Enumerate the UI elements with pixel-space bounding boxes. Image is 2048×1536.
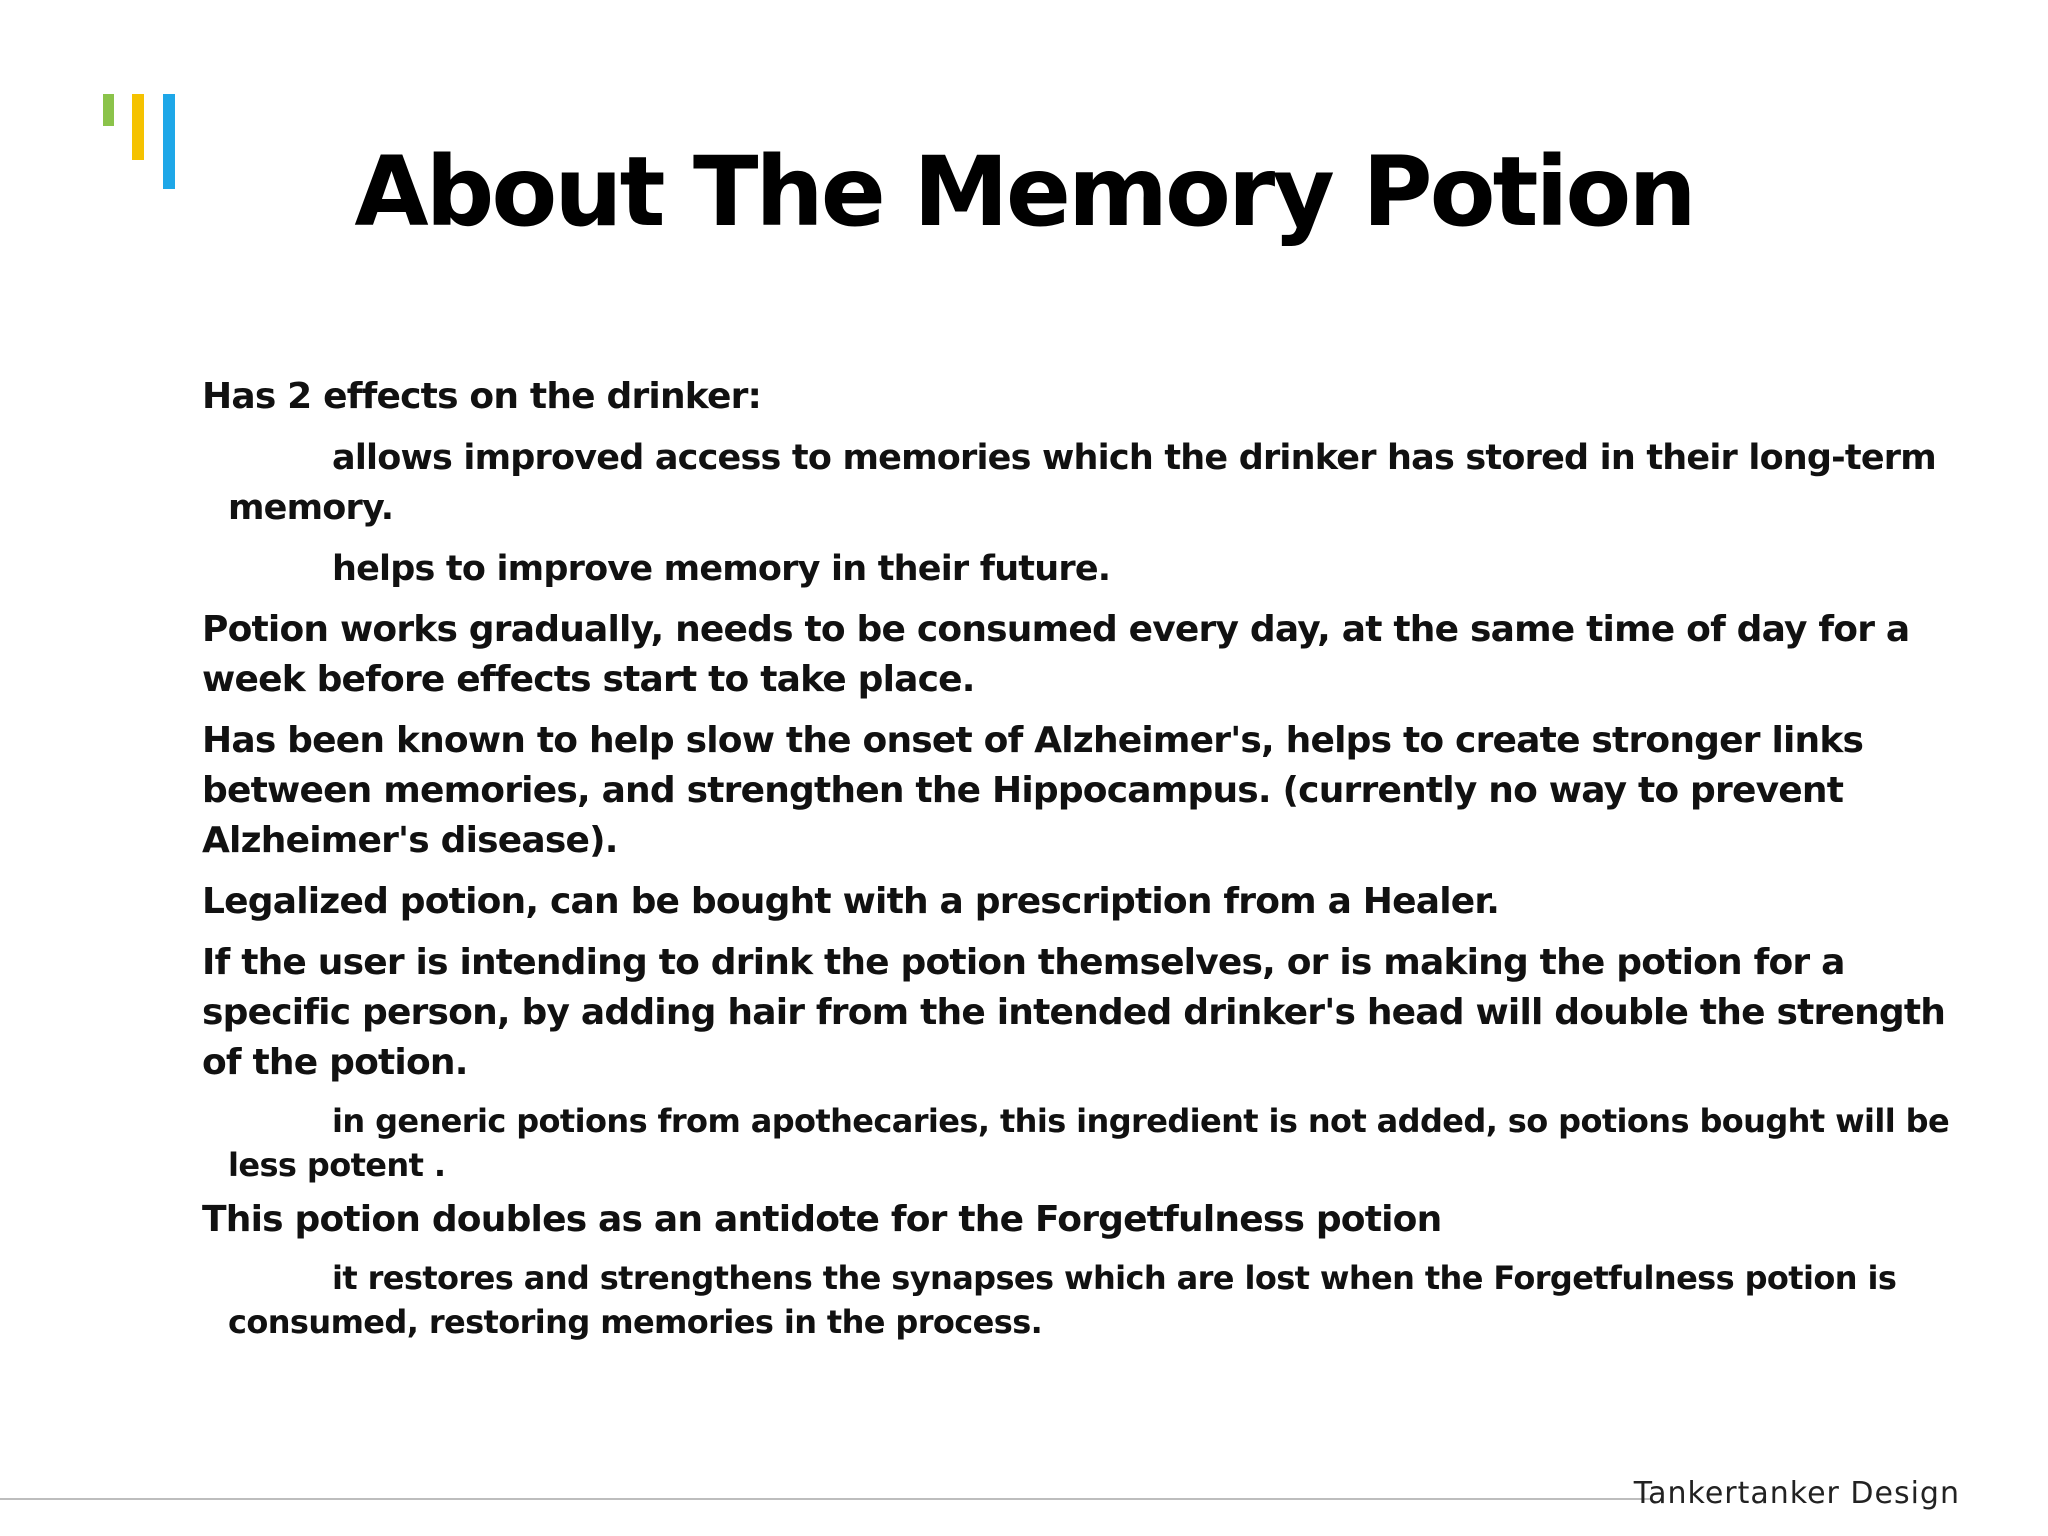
footer-credit: Tankertanker Design	[1633, 1476, 1960, 1511]
paragraph-antidote: This potion doubles as an antidote for the Forgetfulness potion	[202, 1199, 1442, 1240]
paragraph-alzheimers: Has been known to help slow the onset of Alzheimer's, helps to create stronger links between memories, and strengthen the Hippocampus. (currently no way to prevent Alzheimer's disease).	[202, 720, 1864, 861]
sub-point-generic: in generic potions from apothecaries, this ingredient is not added, so potions bought will be less potent .	[228, 1102, 1950, 1184]
paragraph-hair: If the user is intending to drink the potion themselves, or is making the potion for a specific person, by adding hair from the intended drinker's head will double the strength of the potion.	[202, 942, 1946, 1083]
sub-point-improve: helps to improve memory in their future.	[332, 549, 1111, 589]
sub-point-synapses: it restores and strengthens the synapses which are lost when the Forgetfulness potion is consumed, restoring memories in the process.	[228, 1259, 1897, 1341]
logo-bar-green	[103, 94, 114, 126]
paragraph-legalized: Legalized potion, can be bought with a prescription from a Healer.	[202, 881, 1500, 922]
slide-title: About The Memory Potion	[354, 136, 1694, 248]
slide-body	[202, 372, 1962, 1352]
paragraph-effects: Has 2 effects on the drinker:	[202, 376, 762, 417]
paragraph-gradual: Potion works gradually, needs to be consumed every day, at the same time of day for a week before effects start to take place.	[202, 609, 1910, 700]
footer-divider	[0, 1498, 1652, 1500]
sub-point-access: allows improved access to memories which the drinker has stored in their long-term memory.	[228, 438, 1936, 528]
